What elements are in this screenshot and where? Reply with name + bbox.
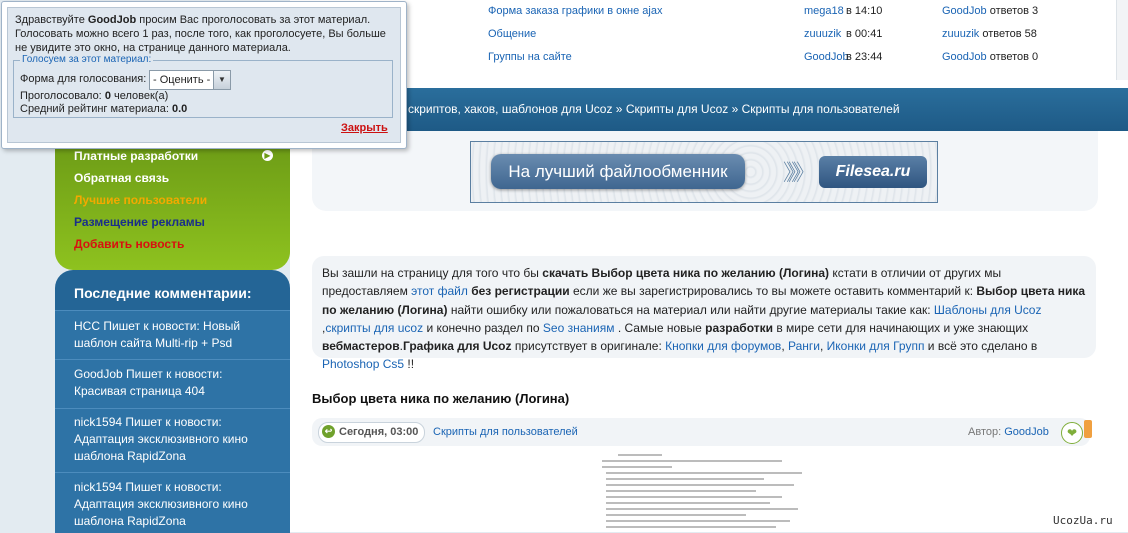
- favorite-heart-icon[interactable]: ❤: [1061, 422, 1083, 444]
- this-file-link[interactable]: этот файл: [411, 284, 468, 299]
- category-link[interactable]: Скрипты для пользователей: [433, 426, 578, 438]
- comment-text[interactable]: nick1594 Пишет к новости: Адаптация эксклюзивного кино шаблона RapidZona: [74, 415, 248, 463]
- back-arrow-icon[interactable]: ↩: [322, 425, 335, 438]
- arrows-icon: 》》》: [783, 160, 810, 185]
- last-poster-link[interactable]: GoodJob: [942, 51, 987, 63]
- author-link[interactable]: GoodJob: [1004, 426, 1049, 438]
- author-info: [968, 426, 1049, 438]
- comment-text[interactable]: nick1594 Пишет к новости: Адаптация эксклюзивного кино шаблона RapidZona: [74, 480, 248, 528]
- forum-row: [488, 5, 1048, 23]
- sidebar-item-best-users[interactable]: Лучшие пользователи: [74, 193, 208, 207]
- topic-author-link[interactable]: zuuuzik: [804, 28, 842, 40]
- topic-time: в 14:10: [846, 5, 883, 17]
- topic-time: в 23:44: [846, 51, 883, 63]
- vote-legend: Голосуем за этот материал:: [22, 54, 152, 65]
- last-poster-link[interactable]: zuuuzik: [942, 28, 980, 40]
- topic-author-link[interactable]: mega18: [804, 5, 844, 17]
- forum-row: [488, 28, 1048, 46]
- material-title: Выбор цвета ника по желанию (Логина): [312, 391, 570, 406]
- code-screenshot: [600, 449, 800, 532]
- watermark: UcozUa.ru: [1053, 514, 1113, 527]
- forum-topic-link[interactable]: Форма заказа графики в окне ajax: [488, 5, 663, 17]
- group-icons-link[interactable]: Иконки для Групп: [826, 339, 925, 354]
- chevron-down-icon[interactable]: ▼: [213, 71, 230, 89]
- forum-topic-link[interactable]: Группы на сайте: [488, 51, 572, 63]
- play-icon: ▶: [262, 150, 273, 161]
- author-label: Автор:: [968, 426, 1005, 438]
- ucoz-templates-link[interactable]: Шаблоны для Ucoz: [933, 302, 1042, 317]
- last-poster-link[interactable]: GoodJob: [942, 5, 987, 17]
- average-rating: Средний рейтинг материала: 0.0: [20, 103, 188, 115]
- sidebar-item-feedback[interactable]: Обратная связь: [74, 171, 170, 185]
- info-paragraph: Вы зашли на страницу для того что бы скачать Выбор цвета ника по желанию (Логина) кстати в отличии от других мы предоставляем этот файл без регистрации если же вы зарегистрировались то вы можете оставить комментарий к: Выбор цвета ника по желанию (Логина) найти ошибку или пожаловаться на материал или найти другие материалы такие как: Шаблоны для Ucoz ,скрипты для ucoz и конечно раздел по Seo знаниям . Самые новые разработки в мире сети для начинающих и уже знающих вебмастеров.Графика для Ucoz присутствует в оригинале: Кнопки для форумов, Ранги, Иконки для Групп и всё это сделано в Photoshop Cs5 !!: [322, 266, 1086, 372]
- ranks-link[interactable]: Ранги: [787, 339, 820, 354]
- username: GoodJob: [87, 14, 137, 26]
- popup-greeting: Здравствуйте GoodJob просим Вас проголосовать за этот материал. Голосовать можно всего 1 раз, после того, как проголосуете, Вы больше не увидите это окно, на странице данного материала.: [15, 14, 386, 54]
- side-tab[interactable]: [1084, 420, 1092, 438]
- comments-title: Последние комментарии:: [74, 285, 252, 301]
- forum-row: [488, 51, 1048, 69]
- sidebar-item-paid-dev[interactable]: Платные разработки: [74, 149, 199, 163]
- forum-buttons-link[interactable]: Кнопки для форумов: [665, 339, 782, 354]
- banner-button[interactable]: На лучший файлообменник: [491, 154, 745, 189]
- banner-brand-logo: Filesea.ru: [819, 156, 927, 188]
- topic-author-link[interactable]: GoodJob: [804, 51, 849, 63]
- sidebar-item-add-news[interactable]: Добавить новость: [74, 237, 185, 251]
- scrollbar[interactable]: [1116, 0, 1128, 80]
- vote-form-label: Форма для голосования:: [20, 73, 147, 85]
- ad-banner[interactable]: [470, 141, 938, 203]
- forum-topic-link[interactable]: Общение: [488, 28, 537, 40]
- rating-select[interactable]: - Оценить - ▼: [149, 70, 231, 90]
- seo-link[interactable]: Seo знаниям: [542, 320, 615, 335]
- comment-text[interactable]: GoodJob Пишет к новости: Красивая страница 404: [74, 367, 223, 398]
- comment-text[interactable]: НСС Пишет к новости: Новый шаблон сайта Multi-rip + Psd: [74, 319, 241, 350]
- sidebar-item-advertising[interactable]: Размещение рекламы: [74, 215, 205, 229]
- answer-count: ответов 3: [989, 5, 1039, 17]
- ucoz-scripts-link[interactable]: скрипты для ucoz: [325, 320, 424, 335]
- answer-count: ответов 0: [989, 51, 1039, 63]
- close-popup-link[interactable]: Закрыть: [341, 122, 388, 134]
- answer-count: ответов 58: [982, 28, 1037, 40]
- voted-count: Проголосовало: 0 человек(а): [20, 90, 169, 102]
- photoshop-link[interactable]: Photoshop Cs5: [322, 357, 405, 372]
- topic-time: в 00:41: [846, 28, 883, 40]
- breadcrumb[interactable]: скриптов, хаков, шаблонов для Ucoz » Скрипты для Ucoz » Скрипты для пользователей: [408, 102, 900, 116]
- date-badge: ↩ Сегодня, 03:00: [318, 422, 425, 443]
